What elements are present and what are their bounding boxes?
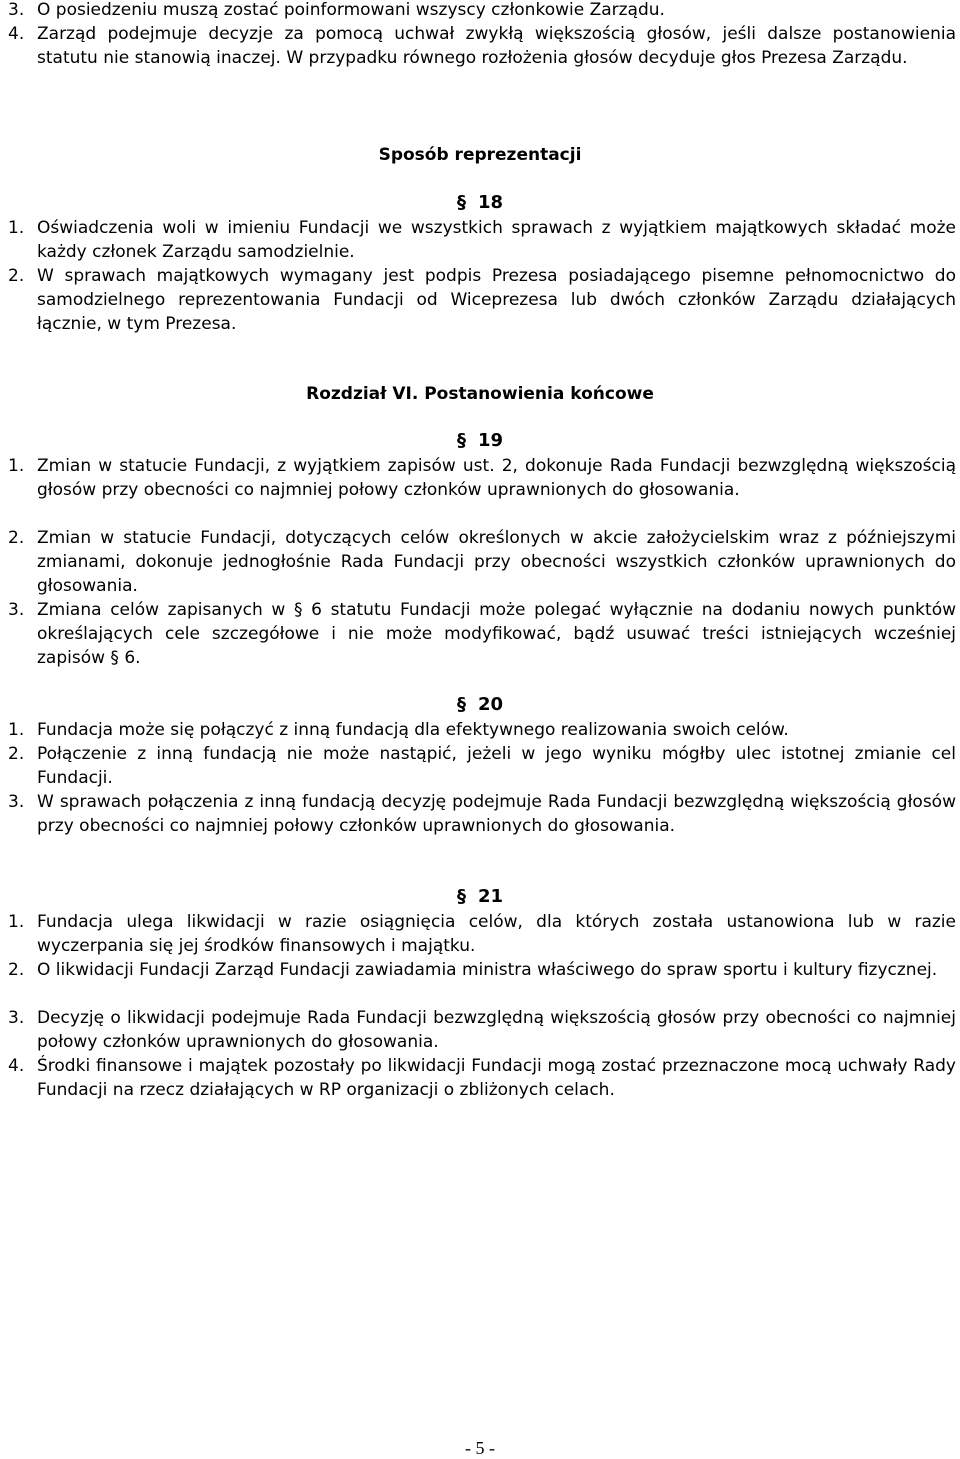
list-item — [8, 910, 956, 958]
list-item — [8, 1006, 956, 1054]
paragraph-number: 18 — [477, 192, 504, 213]
item-text: Zmiana celów zapisanych w § 6 statutu Fundacji może polegać wyłącznie na dodaniu nowych punktów określających cele szczegółowe i nie może modyfikować, bądź usuwać treści istniejących wcześniej zapisów § 6. — [37, 600, 956, 668]
paragraph-number: 21 — [477, 886, 504, 907]
item-number: 3. — [8, 600, 25, 620]
item-number: 3. — [8, 1008, 25, 1028]
item-text: W sprawach majątkowych wymagany jest podpis Prezesa posiadającego pisemne pełnomocnictwo do samodzielnego reprezentowania Fundacji od Wiceprezesa lub dwóch członków Zarządu działających łącznie, w tym Prezesa. — [37, 266, 956, 334]
item-number: 4. — [8, 1056, 25, 1076]
paragraph-heading-19 — [0, 430, 960, 451]
paragraph-heading-18 — [0, 192, 960, 213]
list-item — [8, 742, 956, 790]
item-text: Fundacja może się połączyć z inną fundacją dla efektywnego realizowania swoich celów. — [37, 720, 789, 740]
item-number: 3. — [8, 0, 25, 20]
item-text: Połączenie z inną fundacją nie może nastąpić, jeżeli w jego wyniku mógłby ulec istotnej zmianie cel Fundacji. — [37, 744, 956, 788]
list-item — [8, 958, 956, 982]
list-item — [8, 526, 956, 598]
item-number: 2. — [8, 528, 25, 548]
section-heading: Sposób reprezentacji — [378, 145, 582, 165]
item-text: Zmian w statucie Fundacji, dotyczących celów określonych w akcie założycielskim wraz z późniejszymi zmianami, dokonuje jednogłośnie Rada Fundacji przy obecności wszystkich członków uprawnionych do głosowania. — [37, 528, 956, 596]
item-number: 2. — [8, 744, 25, 764]
chapter-heading: Rozdział VI. Postanowienia końcowe — [306, 384, 654, 404]
item-text: O posiedzeniu muszą zostać poinformowani wszyscy członkowie Zarządu. — [37, 0, 665, 20]
section-sign: § — [456, 430, 466, 451]
list-item — [8, 0, 956, 22]
item-text: O likwidacji Fundacji Zarząd Fundacji zawiadamia ministra właściwego do spraw sportu i kultury fizycznej. — [37, 960, 938, 980]
item-number: 3. — [8, 792, 25, 812]
item-number: 2. — [8, 266, 25, 286]
section-sign: § — [456, 886, 466, 907]
list-item — [8, 598, 956, 670]
section-sign: § — [456, 192, 466, 213]
item-text: W sprawach połączenia z inną fundacją decyzję podejmuje Rada Fundacji bezwzględną większością głosów przy obecności co najmniej połowy członków uprawnionych do głosowania. — [37, 792, 956, 836]
list-item — [8, 264, 956, 336]
item-number: 1. — [8, 218, 25, 238]
list-item — [8, 22, 956, 70]
list-item — [8, 1054, 956, 1102]
paragraph-number: 20 — [477, 694, 504, 715]
page-number: - 5 - — [465, 1438, 495, 1458]
paragraph-number: 19 — [477, 430, 504, 451]
item-text: Fundacja ulega likwidacji w razie osiągnięcia celów, dla których została ustanowiona lub w razie wyczerpania się jej środków finansowych i majątku. — [37, 912, 956, 956]
list-item — [8, 790, 956, 838]
item-number: 2. — [8, 960, 25, 980]
paragraph-heading-21 — [0, 886, 960, 907]
item-text: Zarząd podejmuje decyzje za pomocą uchwał zwykłą większością głosów, jeśli dalsze postanowienia statutu nie stanowią inaczej. W przypadku równego rozłożenia głosów decyduje głos Prezesa Zarządu. — [37, 24, 956, 68]
paragraph-heading-20 — [0, 694, 960, 715]
item-text: Zmian w statucie Fundacji, z wyjątkiem zapisów ust. 2, dokonuje Rada Fundacji bezwzględną większością głosów przy obecności co najmniej połowy członków uprawnionych do głosowania. — [37, 456, 956, 500]
item-number: 4. — [8, 24, 25, 44]
item-text: Oświadczenia woli w imieniu Fundacji we wszystkich sprawach z wyjątkiem majątkowych składać może każdy członek Zarządu samodzielnie. — [37, 218, 956, 262]
item-text: Środki finansowe i majątek pozostały po likwidacji Fundacji mogą zostać przeznaczone mocą uchwały Rady Fundacji na rzecz działających w RP organizacji o zbliżonych celach. — [37, 1056, 956, 1100]
list-item — [8, 718, 956, 742]
item-number: 1. — [8, 912, 25, 932]
item-number: 1. — [8, 456, 25, 476]
item-text: Decyzję o likwidacji podejmuje Rada Fundacji bezwzględną większością głosów przy obecności co najmniej połowy członków uprawnionych do głosowania. — [37, 1008, 956, 1052]
list-item — [8, 216, 956, 264]
item-number: 1. — [8, 720, 25, 740]
section-sign: § — [456, 694, 466, 715]
list-item — [8, 454, 956, 502]
